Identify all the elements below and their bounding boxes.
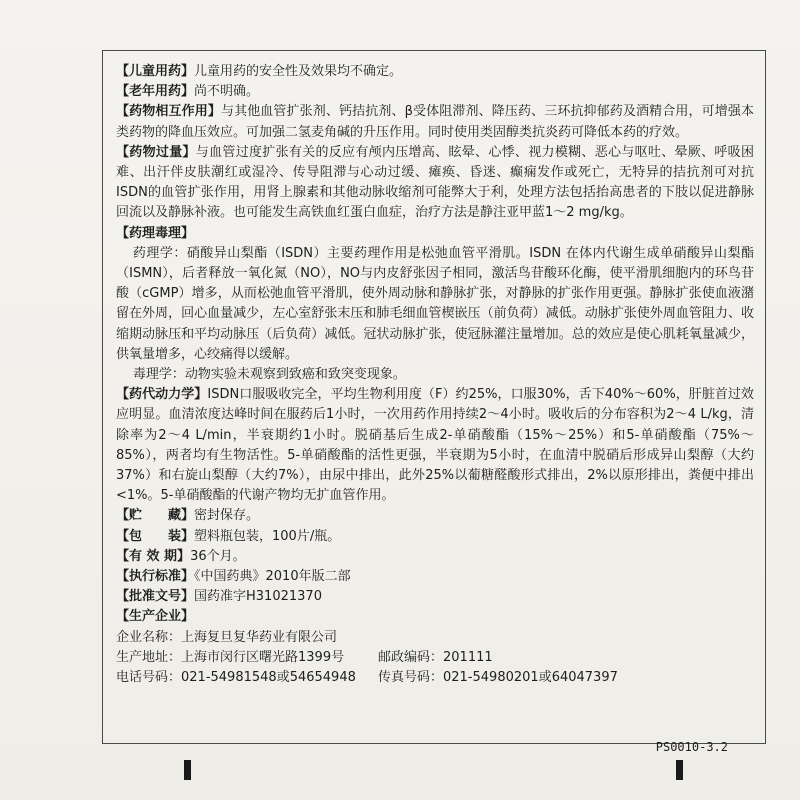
section-label: 【包 装】 (116, 528, 195, 544)
section-toxicology (116, 365, 754, 385)
field-value: 上海复旦复华药业有限公司 (181, 629, 338, 645)
section-label: 毒理学： (132, 367, 185, 383)
section-label: 【贮 藏】 (116, 508, 195, 524)
section-label: 药理学： (132, 245, 187, 261)
section-label: 【药物相互作用】 (116, 104, 221, 120)
section-label: 【批准文号】 (116, 589, 195, 605)
section-interaction (116, 102, 754, 142)
field-value: 201111 (443, 649, 493, 665)
section-elderly (116, 82, 754, 102)
field-label: 传真号码： (378, 670, 444, 686)
section-manufacturer (116, 607, 754, 627)
leaflet-content (116, 62, 754, 688)
manufacturer-postal (378, 648, 493, 668)
section-text: 塑料瓶包装，100片/瓶。 (194, 528, 341, 544)
section-text: 尚不明确。 (194, 84, 260, 100)
field-label: 生产地址： (116, 649, 182, 665)
section-overdose (116, 143, 754, 224)
section-label: 【有 效 期】 (116, 548, 191, 564)
section-pharmacology (116, 244, 754, 365)
section-text: 与血管过度扩张有关的反应有颅内压增高、眩晕、心悸、视力模糊、恶心与呕吐、晕厥、呼吸困难、出汗伴皮肤潮红或湿冷、传导阻滞与心动过缓、瘫痪、昏迷、癫痫发作或死亡，无特异的拮抗剂可对抗ISDN的血管扩张作用，用肾上腺素和其他动脉收缩剂可能弊大于利，处理方法包括抬高患者的下肢以促进静脉回流以及静脉补液。也可能发生高铁血红蛋白血症，治疗方法是静注亚甲蓝1～2 mg/kg。 (116, 144, 754, 221)
section-package (116, 527, 754, 547)
section-validity (116, 547, 754, 567)
section-storage (116, 506, 754, 526)
field-value: 上海市闵行区曙光路1399号 (181, 649, 345, 665)
field-label: 邮政编码： (378, 649, 444, 665)
section-label: 【药代动力学】 (116, 387, 208, 403)
manufacturer-address (116, 648, 378, 668)
section-label: 【老年用药】 (116, 84, 195, 100)
field-value: 021-54980201或64047397 (443, 670, 618, 686)
section-label: 【执行标准】 (116, 569, 195, 585)
section-label: 【生产企业】 (116, 609, 195, 625)
section-standard (116, 567, 754, 587)
section-approval (116, 587, 754, 607)
section-label: 【儿童用药】 (116, 64, 195, 79)
section-text: ISDN口服吸收完全，平均生物利用度（F）约25%，口服30%，舌下40%～60%，肝脏首过效应明显。血清浓度达峰时间在服药后1小时，一次用药作用持续2～4小时。吸收后的分布容积为2～4 L/kg，清除率为2～4 L/min，半衰期约1小时。脱硝基后生成2-单硝酸酯（15%～25%）和5-单硝酸酯（75%～85%），两者均有生物活性。5-单硝酸酯的活性更强，半衰期为5小时，在血清中脱硝后形成异山梨醇（大约37%）和右旋山梨醇（大约7%），由尿中排出，此外25%以葡糖醛酸形式排出，2%以原形排出，粪便中排出<1%。5-单硝酸酯的代谢产物均无扩血管作用。 (116, 387, 754, 504)
section-text: 儿童用药的安全性及效果均不确定。 (194, 64, 403, 79)
section-text: 硝酸异山梨酯（ISDN）主要药理作用是松弛血管平滑肌。ISDN 在体内代谢生成单硝酸异山梨酯（ISMN），后者释放一氧化氮（NO），NO与内皮舒张因子相同，激活鸟苷酸环化酶，使平滑肌细胞内的环鸟苷酸（cGMP）增多，从而松弛血管平滑肌，使外周动脉和静脉扩张，对静脉的扩张作用更强。静脉扩张使血液潴留在外周，回心血量减少，左心室舒张末压和肺毛细血管楔嵌压（前负荷）减低。动脉扩张使外周血管阻力、收缩期动脉压和平均动脉压（后负荷）减低。冠状动脉扩张，使冠脉灌注量增加。总的效应是使心肌耗氧量减少，供氧量增多，心绞痛得以缓解。 (116, 245, 754, 362)
section-text: 《中国药典》2010年版二部 (194, 569, 351, 585)
footer-code: PS0010-3.2 (655, 740, 728, 754)
section-pharmtox (116, 224, 754, 244)
manufacturer-fax (378, 668, 618, 688)
manufacturer-name (116, 628, 754, 648)
manufacturer-address-row (116, 648, 754, 668)
print-mark (184, 760, 191, 780)
manufacturer-phone-row (116, 668, 754, 688)
field-label: 企业名称： (116, 629, 182, 645)
section-text: 密封保存。 (194, 508, 260, 524)
section-text: 与其他血管扩张剂、钙拮抗剂、β受体阻滞剂、降压药、三环抗抑郁药及酒精合用，可增强本类药物的降血压效应。可加强二氢麦角碱的升压作用。同时使用类固醇类抗炎药可降低本药的疗效。 (116, 104, 754, 140)
section-pk (116, 385, 754, 506)
manufacturer-phone (116, 668, 378, 688)
section-label: 【药理毒理】 (116, 225, 195, 241)
field-value: 021-54981548或54654948 (181, 670, 356, 686)
section-text: 国药准字H31021370 (194, 589, 322, 605)
print-marks (0, 760, 800, 800)
section-text: 动物实验未观察到致癌和致突变现象。 (184, 367, 406, 383)
field-label: 电话号码： (116, 670, 182, 686)
section-label: 【药物过量】 (116, 144, 196, 160)
section-children (116, 62, 754, 82)
print-mark (676, 760, 683, 780)
section-text: 36个月。 (190, 548, 246, 564)
